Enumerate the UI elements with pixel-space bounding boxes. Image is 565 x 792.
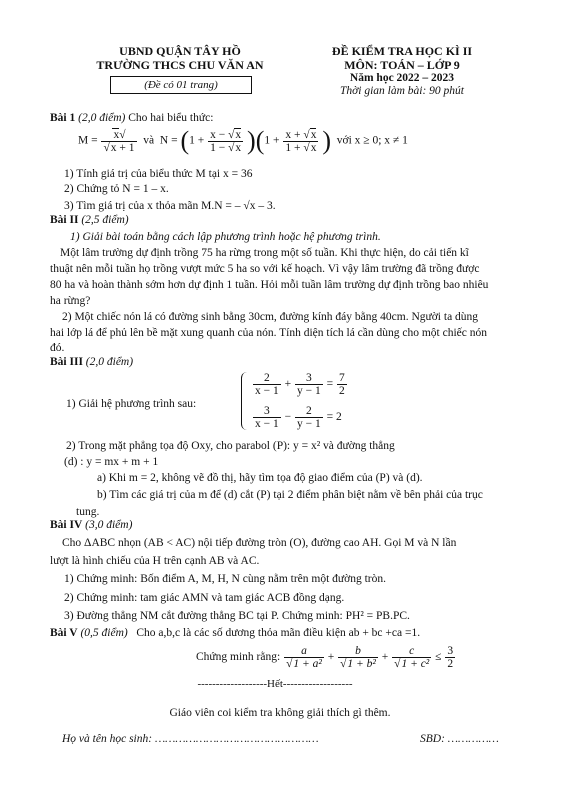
bai3-points: (2,0 điểm): [85, 356, 134, 368]
teacher-note: Giáo viên coi kiểm tra không giải thích gì thêm.: [169, 707, 391, 719]
bai5-heading: [50, 627, 420, 639]
bai1-q1: 1) Tính giá trị của biểu thức M tại x = 36: [64, 168, 253, 180]
bai3-qb: b) Tìm các giá trị của m để (d) cắt (P) tại 2 điểm phân biệt nằm về bên phải của trục: [97, 489, 483, 501]
bai1-intro: Cho hai biểu thức:: [128, 112, 214, 124]
bai4-q1: 1) Chứng minh: Bốn điểm A, M, H, N cùng nằm trên một đường tròn.: [64, 573, 386, 585]
bai2-p2-line1: 2) Một chiếc nón lá có đường sinh bằng 30cm, đường kính đáy bằng 40cm. Người ta dùng: [62, 311, 479, 323]
bai2-p1-line2: thuật nên mỗi tuần họ trồng vượt mức 5 ha so với kế hoạch. Vì vậy lâm trường đã trồng được: [50, 263, 480, 275]
equation-1: $\frac{2}{x - 1}$ + $\frac{3}{y - 1}$ = $\frac{7}{2}$: [255, 372, 345, 397]
bai4-heading: [50, 519, 132, 531]
equation-2: $\frac{3}{x - 1}$ − $\frac{2}{y - 1}$ = 2: [255, 405, 342, 430]
sbd-field: SBD: ……………: [420, 733, 499, 745]
student-name-field: Họ và tên học sinh: …………………………………………: [62, 733, 319, 745]
bai1-title: Bài 1: [50, 112, 76, 124]
bai2-sub1: 1) Giải bài toán bằng cách lập phương trình hoặc hệ phương trình.: [70, 231, 381, 243]
bai2-p1-line1: Một lâm trường dự định trồng 75 ha rừng trong một số tuần. Khi thực hiện, do cải tiến kĩ: [60, 247, 469, 259]
bai5-title: Bài V: [50, 627, 78, 639]
bai5-points: (0,5 điểm): [80, 627, 128, 639]
exam-title: ĐỀ KIỂM TRA HỌC KÌ II: [331, 44, 473, 58]
bai2-points: (2,5 điểm): [81, 214, 129, 226]
bai2-p2-line3: đó.: [50, 342, 65, 354]
bai5-inequality: Chứng minh rằng: $\frac{a}{\text{√1 + a²}}$ + $\frac{b}{\text{√1 + b²}}$ + $\frac{c}{\text{√1 + c²}}$ ≤ $\frac{3}{2}$: [196, 645, 454, 670]
bai4-intro-line1: Cho ΔABC nhọn (AB < AC) nội tiếp đường tròn (O), đường cao AH. Gọi M và N lần: [62, 537, 457, 549]
bai3-qb-cont: tung.: [76, 506, 100, 518]
org-name: UBND QUẬN TÂY HỒ: [119, 44, 241, 58]
bai2-p1-line4: ha rừng?: [50, 295, 91, 307]
bai3-title: Bài III: [50, 356, 83, 368]
bai4-points: (3,0 điểm): [85, 519, 133, 531]
system-brace: [241, 372, 248, 430]
pages-note: (Đề có 01 trang): [110, 76, 252, 94]
school-name: TRƯỜNG THCS CHU VĂN AN: [96, 58, 264, 72]
bai3-heading: [50, 356, 133, 368]
bai1-formula: M = $\frac{x√}{√x + 1}$ và N = (1 + $\frac{x - √x}{1 - √x}$ )(1 + $\frac{x + √x}{1 + √x}$ ) với x ≥ 0; x ≠ 1: [78, 126, 408, 155]
school-year: Năm học 2022 – 2023: [349, 72, 455, 84]
bai4-title: Bài IV: [50, 519, 83, 531]
exam-subject: MÔN: TOÁN – LỚP 9: [344, 58, 460, 72]
bai5-prove-label: Chứng minh rằng:: [196, 651, 281, 664]
bai4-q2: 2) Chứng minh: tam giác AMN và tam giác ACB đồng dạng.: [64, 592, 345, 604]
bai4-q3: 3) Đường thẳng NM cắt đường thẳng BC tại P. Chứng minh: PH² = PB.PC.: [64, 610, 410, 622]
bai3-qa: a) Khi m = 2, không vẽ đồ thị, hãy tìm tọa độ giao điểm của (P) và (d).: [97, 472, 423, 484]
bai2-p2-line2: hai lớp lá để phủ lên bề mặt xung quanh của nón. Tính diện tích lá cần dùng cho một chiếc nón: [50, 327, 488, 339]
bai2-p1-line3: 80 ha và hoàn thành sớm hơn dự định 1 tuần. Hỏi mỗi tuần lâm trường dự định trồng bao nhiêu: [50, 279, 489, 291]
bai3-q1: 1) Giải hệ phương trình sau:: [66, 398, 197, 410]
bai5-intro: Cho a,b,c là các số dương thỏa mãn điều kiện ab + bc +ca =1.: [136, 627, 421, 639]
bai1-q2: 2) Chứng tỏ N = 1 – x.: [64, 183, 169, 195]
bai1-q3: 3) Tìm giá trị của x thỏa mãn M.N = – √x – 3.: [64, 200, 276, 212]
bai3-q2-line: (d) : y = mx + m + 1: [64, 456, 159, 468]
bai1-points: (2,0 điểm): [78, 112, 126, 124]
bai2-heading: [50, 214, 129, 226]
bai2-title: Bài II: [50, 214, 79, 226]
end-marker: [180, 678, 370, 690]
bai4-intro-line2: lượt là hình chiếu của H trên cạnh AB và AC.: [50, 555, 260, 567]
bai3-q2: 2) Trong mặt phẳng tọa độ Oxy, cho parabol (P): y = x² và đường thẳng: [66, 440, 395, 452]
exam-duration: Thời gian làm bài: 90 phút: [339, 85, 465, 97]
end-text: -------------------Hết-------------------: [197, 678, 353, 690]
bai1-heading: [50, 112, 213, 124]
